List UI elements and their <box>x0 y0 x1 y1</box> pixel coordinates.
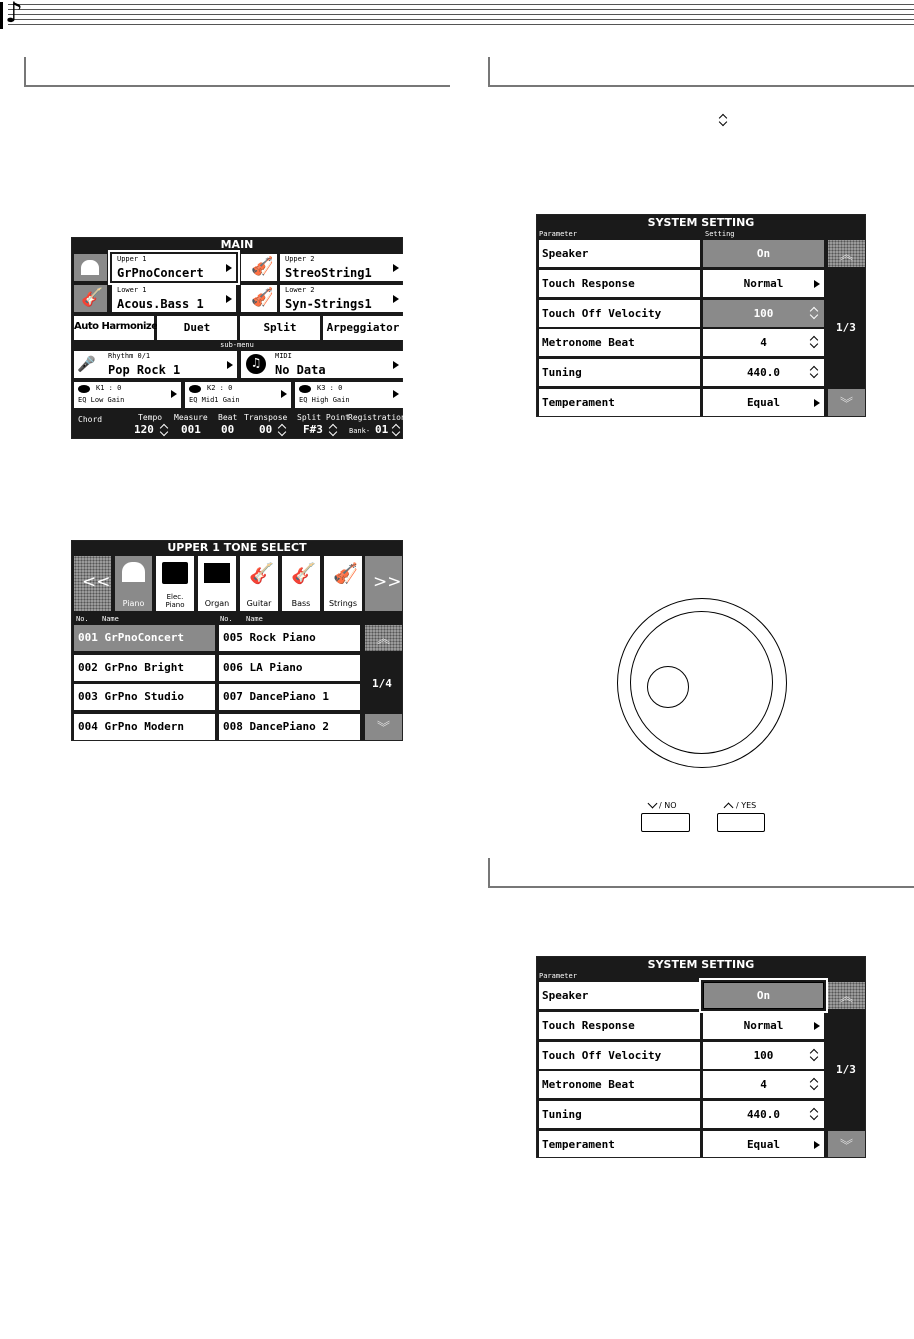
music-note-icon: ♫ <box>246 354 266 374</box>
eighth-note-icon: ♪ <box>5 0 23 29</box>
setting-touch-off-velocity[interactable]: 100 <box>703 300 824 327</box>
param-tuning[interactable]: Tuning <box>539 1101 700 1128</box>
knob-icon <box>78 385 90 393</box>
violin-icon: 🎻 <box>241 285 277 312</box>
tone-list-item[interactable]: 005 Rock Piano <box>219 625 360 651</box>
setting-temperament[interactable]: Equal <box>703 1131 824 1157</box>
param-touch-response[interactable]: Touch Response <box>539 270 700 297</box>
knob-icon <box>189 385 201 393</box>
chevron-down-icon: ︾ <box>840 1139 854 1154</box>
system-setting-title: SYSTEM SETTING <box>647 216 755 229</box>
tone-list-item[interactable]: 004 GrPno Modern <box>74 714 215 740</box>
microphone-icon: 🎤 <box>77 355 96 373</box>
chevron-down-icon <box>648 799 658 809</box>
param-touch-off-velocity[interactable]: Touch Off Velocity <box>539 1042 700 1069</box>
system-setting-screen-1: SYSTEM SETTING Parameter Setting Speaker On Touch Response Normal Touch Off Velocity 100 Metronome Beat 4 Tuning 440.0 Temperament Equal ︽ 1/3 ︾ <box>536 214 866 417</box>
param-metronome-beat[interactable]: Metronome Beat <box>539 1071 700 1098</box>
lower1-tone[interactable]: Lower 1 Acous.Bass 1 <box>112 285 236 312</box>
arpeggiator-button[interactable]: Arpeggiator <box>323 316 403 340</box>
tone-list-item[interactable]: 001 GrPnoConcert <box>74 625 215 651</box>
piano-icon <box>74 254 107 281</box>
dial-finger-dimple <box>647 666 689 708</box>
param-touch-response[interactable]: Touch Response <box>539 1012 700 1039</box>
param-temperament[interactable]: Temperament <box>539 1131 700 1157</box>
violin-icon: 🎻 <box>333 561 358 585</box>
no-label: / NO <box>659 801 677 810</box>
main-title: MAIN <box>220 238 254 251</box>
chevron-up-icon: ︽ <box>377 632 391 647</box>
midi-selector[interactable]: ♫ MIDI No Data <box>241 351 403 378</box>
tone-list-item[interactable]: 007 DancePiano 1 <box>219 684 360 710</box>
up-down-icon <box>719 114 727 126</box>
param-touch-off-velocity[interactable]: Touch Off Velocity <box>539 300 700 327</box>
knob-k1[interactable]: K1 : 0 EQ Low Gain <box>74 382 181 408</box>
setting-metronome-beat[interactable]: 4 <box>703 1071 824 1098</box>
knob-icon <box>299 385 311 393</box>
main-screen: MAIN Upper 1 GrPnoConcert 🎻 Upper 2 StreoString1 🎸 Lower 1 Acous.Bass 1 🎻 Lower 2 Syn-Strings1 Auto Harmonize Duet Split Arpeggiator sub-menu 🎤 Rhythm 0/1 Pop Rock 1 ♫ MIDI No Data K1 : 0 EQ Low Gain K2 : 0 EQ Mid1 Gain K3 : 0 EQ High Gain Chord Tempo 120 Measure 001 Beat 00 Transpose 00 Split Point F#3 Registration Bank- 01 <box>71 237 403 439</box>
setting-tuning[interactable]: 440.0 <box>703 359 824 386</box>
section-bar-left <box>24 57 450 87</box>
param-speaker[interactable]: Speaker <box>539 982 700 1009</box>
scroll-up-button[interactable] <box>365 625 402 651</box>
tone-list-item[interactable]: 006 LA Piano <box>219 655 360 681</box>
knob-k3[interactable]: K3 : 0 EQ High Gain <box>295 382 403 408</box>
chevron-down-icon: ︾ <box>377 721 391 736</box>
scroll-down-button[interactable] <box>365 714 402 740</box>
yes-button[interactable] <box>717 813 765 832</box>
scroll-up-button[interactable] <box>828 982 865 1009</box>
scroll-down-button[interactable] <box>828 389 865 416</box>
chevron-down-icon: ︾ <box>840 397 854 412</box>
category-bass[interactable]: 🎸 Bass <box>282 556 320 611</box>
setting-temperament[interactable]: Equal <box>703 389 824 416</box>
param-temperament[interactable]: Temperament <box>539 389 700 416</box>
upper2-tone[interactable]: Upper 2 StreoString1 <box>280 254 403 281</box>
setting-speaker[interactable]: On <box>703 240 824 267</box>
no-button[interactable] <box>641 813 690 832</box>
section-bar-right-bottom <box>488 858 914 888</box>
guitar-icon: 🎸 <box>249 561 274 585</box>
tone-list-item[interactable]: 003 GrPno Studio <box>74 684 215 710</box>
guitar-icon: 🎸 <box>74 285 107 312</box>
yes-label: / YES <box>736 801 757 810</box>
setting-touch-response[interactable]: Normal <box>703 270 824 297</box>
category-organ[interactable]: Organ <box>198 556 236 611</box>
chevron-up-icon <box>724 803 734 813</box>
param-speaker[interactable]: Speaker <box>539 240 700 267</box>
upper1-tone[interactable]: Upper 1 GrPnoConcert <box>112 254 236 281</box>
submenu-label: sub-menu <box>220 341 254 349</box>
category-strings[interactable]: 🎻 Strings <box>324 556 362 611</box>
scroll-up-button[interactable] <box>828 240 865 267</box>
duet-button[interactable]: Duet <box>157 316 237 340</box>
setting-speaker[interactable]: On <box>703 982 824 1009</box>
setting-touch-response[interactable]: Normal <box>703 1012 824 1039</box>
section-bar-right-top <box>488 57 914 87</box>
next-category-button[interactable]: >> <box>365 556 402 611</box>
param-metronome-beat[interactable]: Metronome Beat <box>539 329 700 356</box>
page-indicator: 1/4 <box>372 677 392 690</box>
keyboard-icon <box>162 562 188 584</box>
tone-select-title: UPPER 1 TONE SELECT <box>167 541 307 554</box>
scroll-down-button[interactable] <box>828 1131 865 1157</box>
lower2-tone[interactable]: Lower 2 Syn-Strings1 <box>280 285 403 312</box>
dial[interactable] <box>617 598 787 768</box>
violin-icon: 🎻 <box>241 254 277 281</box>
system-setting-title: SYSTEM SETTING <box>647 958 755 971</box>
page-indicator: 1/3 <box>836 321 856 334</box>
category-piano[interactable]: Piano <box>115 556 152 611</box>
split-button[interactable]: Split <box>240 316 320 340</box>
system-setting-screen-2: SYSTEM SETTING Parameter Speaker On Touch Response Normal Touch Off Velocity 100 Metronome Beat 4 Tuning 440.0 Temperament Equal ︽ 1/3 ︾ <box>536 956 866 1158</box>
organ-icon <box>204 563 230 583</box>
setting-metronome-beat[interactable]: 4 <box>703 329 824 356</box>
knob-k2[interactable]: K2 : 0 EQ Mid1 Gain <box>185 382 291 408</box>
piano-icon <box>122 562 145 582</box>
setting-tuning[interactable]: 440.0 <box>703 1101 824 1128</box>
tone-select-screen: UPPER 1 TONE SELECT << Piano Elec. Piano Organ 🎸 Guitar 🎸 Bass 🎻 Strings >> No. Name No. Name 001 GrPnoConcert 002 GrPno Bright 003 GrPno Studio 004 GrPno Modern 005 Rock Piano 006 LA Piano 007 DancePiano 1 008 DancePiano 2 ︽ 1/4 ︾ <box>71 540 403 741</box>
bass-icon: 🎸 <box>291 561 316 585</box>
chevron-up-icon: ︽ <box>840 248 854 263</box>
tone-list-item[interactable]: 008 DancePiano 2 <box>219 714 360 740</box>
category-guitar[interactable]: 🎸 Guitar <box>240 556 278 611</box>
chevron-up-icon: ︽ <box>840 990 854 1005</box>
setting-touch-off-velocity[interactable]: 100 <box>703 1042 824 1069</box>
param-tuning[interactable]: Tuning <box>539 359 700 386</box>
prev-category-button[interactable]: << <box>74 556 111 611</box>
page-indicator: 1/3 <box>836 1063 856 1076</box>
tone-list-item[interactable]: 002 GrPno Bright <box>74 655 215 681</box>
auto-harmonize-button[interactable]: Auto Harmonize <box>74 316 154 340</box>
category-elec-piano[interactable]: Elec. Piano <box>156 556 194 611</box>
rhythm-selector[interactable]: 🎤 Rhythm 0/1 Pop Rock 1 <box>74 351 237 378</box>
